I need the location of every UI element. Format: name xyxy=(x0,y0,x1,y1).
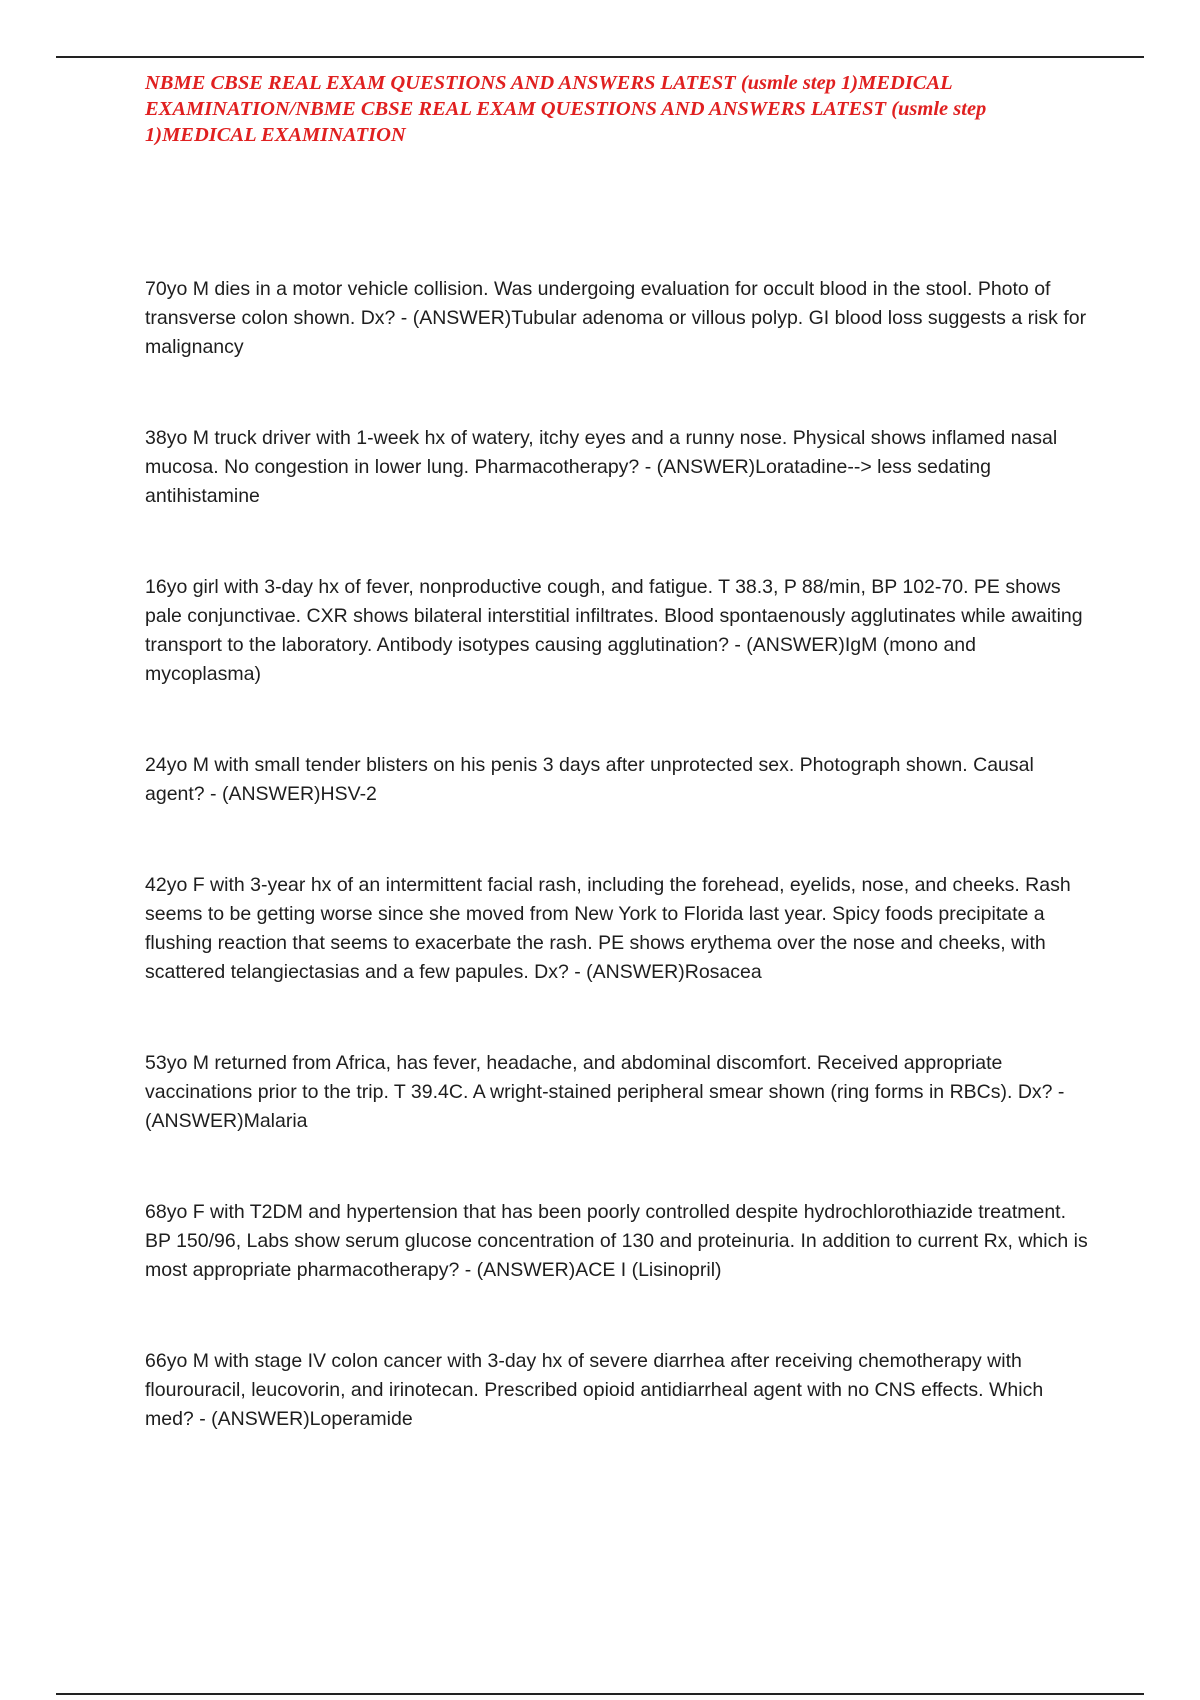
qa-item: 66yo M with stage IV colon cancer with 3-day hx of severe diarrhea after receiving chemotherapy with flourouracil, leucovorin, and irinotecan. Prescribed opioid antidiarrheal agent with no CNS effects. Which med? - (ANSWER)Loperamide xyxy=(145,1349,1044,1430)
qa-item: 24yo M with small tender blisters on his penis 3 days after unprotected sex. Photograph shown. Causal agent? - (ANSWER)HSV-2 xyxy=(145,753,1034,805)
qa-item: 70yo M dies in a motor vehicle collision. Was undergoing evaluation for occult blood in the stool. Photo of transverse colon shown. Dx? - (ANSWER)Tubular adenoma or villous polyp. GI blood loss suggests a risk for malignancy xyxy=(145,277,1087,358)
bottom-rule xyxy=(56,1693,1144,1695)
qa-list xyxy=(145,255,1090,1496)
document-header: NBME CBSE REAL EXAM QUESTIONS AND ANSWERS LATEST (usmle step 1)MEDICAL EXAMINATION/NBME CBSE REAL EXAM QUESTIONS AND ANSWERS LATEST (usmle step 1)MEDICAL EXAMINATION xyxy=(145,72,987,146)
qa-item: 16yo girl with 3-day hx of fever, nonproductive cough, and fatigue. T 38.3, P 88/min, BP 102-70. PE shows pale conjunctivae. CXR shows bilateral interstitial infiltrates. Blood spontaenously agglutinates while awaiting transport to the laboratory. Antibody isotypes causing agglutination? - (ANSWER)IgM (mono and mycoplasma) xyxy=(145,575,1083,685)
qa-item: 68yo F with T2DM and hypertension that has been poorly controlled despite hydrochlorothiazide treatment. BP 150/96, Labs show serum glucose concentration of 130 and proteinuria. In addition to current Rx, which is most appropriate pharmacotherapy? - (ANSWER)ACE I (Lisinopril) xyxy=(145,1200,1088,1281)
top-rule xyxy=(56,56,1144,58)
qa-item: 42yo F with 3-year hx of an intermittent facial rash, including the forehead, eyelids, nose, and cheeks. Rash seems to be getting worse since she moved from New York to Florida last year. Spicy foods precipitate a flushing reaction that seems to exacerbate the rash. PE shows erythema over the nose and cheeks, with scattered telangiectasias and a few papules. Dx? - (ANSWER)Rosacea xyxy=(145,873,1071,983)
qa-item: 38yo M truck driver with 1-week hx of watery, itchy eyes and a runny nose. Physical shows inflamed nasal mucosa. No congestion in lower lung. Pharmacotherapy? - (ANSWER)Loratadine--> less sedating antihistamine xyxy=(145,426,1058,507)
qa-item: 53yo M returned from Africa, has fever, headache, and abdominal discomfort. Received appropriate vaccinations prior to the trip. T 39.4C. A wright-stained peripheral smear shown (ring forms in RBCs). Dx? - (ANSWER)Malaria xyxy=(145,1051,1065,1132)
